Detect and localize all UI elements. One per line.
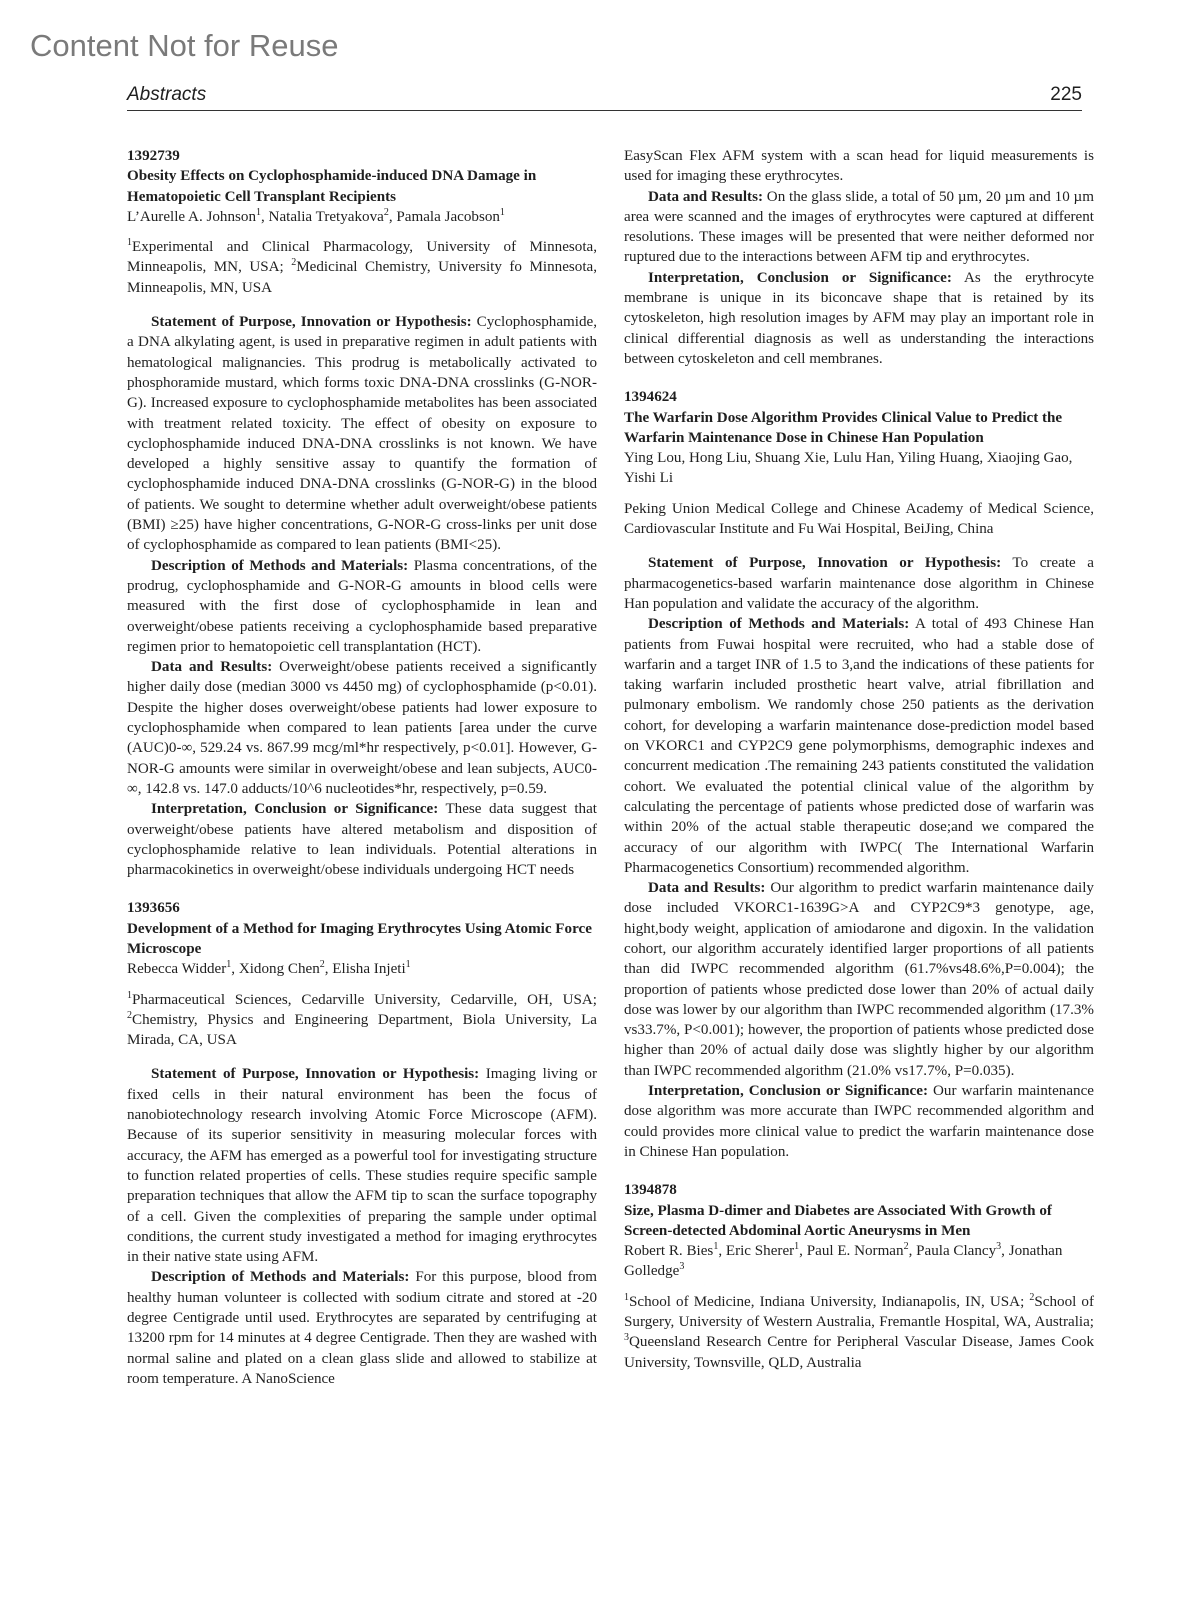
abstract-id: 1392739 xyxy=(127,148,180,164)
author-name: Natalia Tretyakova xyxy=(268,208,384,225)
author-separator: , xyxy=(324,961,333,978)
interpretation-label: Interpretation, Conclusion or Significance: xyxy=(648,1083,928,1100)
interpretation-text: As the erythrocyte membrane is unique in its biconcave shape that is retained by its cytoskeleton, high resolution images by AFM may play an important role in clinical differential diagnosis as well as understanding the interactions between cytoskeleton and cell membranes. xyxy=(624,269,1094,367)
results-text: Overweight/obese patients received a significantly higher daily dose (median 3000 vs 4450 mg) of cyclophosphamide (p<0.01). Despite the higher doses overweight/obese patients had lower exposure to cyclophosphamide when compared to lean patients [area under the curve (AUC)0-∞, 529.24 vs. 867.99 mcg/ml*hr respectively, p<0.01]. However, G-NOR-G amounts were similar in overweight/obese and lean subjects, AUC0-∞, 142.8 vs. 147.0 adducts/10^6 nucleotides*hr, respectively, p=0.59. xyxy=(127,659,597,797)
abstract-1392739 xyxy=(127,146,597,880)
running-head xyxy=(127,80,1082,111)
author-affil-sup: 2 xyxy=(383,206,389,218)
methods-label: Description of Methods and Materials: xyxy=(151,557,409,574)
results-label: Data and Results: xyxy=(648,188,763,205)
purpose-label: Statement of Purpose, Innovation or Hypothesis: xyxy=(151,314,472,331)
abstract-1394878 xyxy=(624,1180,1094,1373)
abstract-id: 1394878 xyxy=(624,1182,677,1199)
interpretation-label: Interpretation, Conclusion or Significance: xyxy=(151,801,439,818)
interpretation-label: Interpretation, Conclusion or Significance: xyxy=(648,269,952,286)
results-paragraph xyxy=(624,187,1094,268)
methods-label: Description of Methods and Materials: xyxy=(151,1269,410,1286)
abstract-authors xyxy=(127,959,597,979)
abstract-1393656-continued xyxy=(624,146,1094,369)
abstract-authors xyxy=(624,1241,1094,1282)
affil-sup: 1 xyxy=(127,989,132,1001)
interpretation-text: Our warfarin maintenance dose algorithm was more accurate than IWPC recommended algorithm and could provides more clinical value to predict the warfarin maintenance dose in Chinese Han population. xyxy=(624,1083,1094,1160)
author-name: Jonathan Golledge xyxy=(624,1243,1063,1280)
author-name: Elisha Injeti xyxy=(332,961,406,978)
affil-text: Pharmaceutical Sciences, Cedarville University, Cedarville, OH, USA; xyxy=(132,991,597,1008)
purpose-text: Cyclophosphamide, a DNA alkylating agent, is used in preparative regimen in adult patients with hematological malignancies. This prodrug is metabolically activated to phosphoramide mustard, which forms toxic DNA-DNA crosslinks (G-NOR-G). Increased exposure to cyclophosphamide metabolites has been associated with treatment related toxicity. The effect of obesity on exposure to cyclophosphamide induced DNA-DNA crosslinks is not known. We have developed a highly sensitive assay to quantify the formation of cyclophosphamide induced DNA-DNA crosslinks (G-NOR-G) in the blood of patients. We sought to determine whether adult overweight/obese patients (BMI) ≥25) have higher concentrations, G-NOR-G cross-links per unit dose of cyclophosphamide as compared to lean patients (BMI<25). xyxy=(127,314,598,554)
purpose-label: Statement of Purpose, Innovation or Hypothesis: xyxy=(151,1066,480,1083)
purpose-text: To create a pharmacogenetics-based warfarin maintenance dose algorithm in Chinese Han population and validate the accuracy of the algorithm. xyxy=(624,555,1094,612)
author-separator: , xyxy=(1001,1243,1009,1260)
author-affil-sup: 1 xyxy=(713,1241,719,1253)
watermark: Content Not for Reuse xyxy=(30,28,339,63)
abstract-title: Obesity Effects on Cyclophosphamide-induced DNA Damage in Hematopoietic Cell Transplant Recipients xyxy=(127,168,537,205)
interpretation-text: These data suggest that overweight/obese patients have altered metabolism and disposition of cyclophosphamide relative to lean individuals. Potential alterations in pharmacokinetics in overweight/obese individuals undergoing HCT needs xyxy=(127,801,597,879)
affil-text: Queensland Research Centre for Peripheral Vascular Disease, James Cook University, Townsville, QLD, Australia xyxy=(624,1334,1094,1371)
abstract-title: Development of a Method for Imaging Erythrocytes Using Atomic Force Microscope xyxy=(127,920,592,957)
author-affil-sup: 1 xyxy=(405,959,411,971)
abstract-affiliations xyxy=(624,1292,1094,1373)
methods-paragraph xyxy=(127,556,597,657)
abstract-affiliations xyxy=(127,237,597,298)
author-separator: , xyxy=(718,1243,726,1260)
affil-sup: 2 xyxy=(291,257,297,269)
author-separator: , xyxy=(231,961,239,978)
abstract-authors: Ying Lou, Hong Liu, Shuang Xie, Lulu Han, Yiling Huang, Xiaojing Gao, Yishi Li xyxy=(624,450,1073,487)
purpose-paragraph xyxy=(624,553,1094,614)
abstract-affiliations: Peking Union Medical College and Chinese Academy of Medical Science, Cardiovascular Institute and Fu Wai Hospital, BeiJing, China xyxy=(624,500,1094,538)
author-affil-sup: 1 xyxy=(256,206,261,218)
affil-sup: 2 xyxy=(127,1009,132,1021)
author-affil-sup: 2 xyxy=(319,959,325,971)
affil-text: Experimental and Clinical Pharmacology, University of Minnesota, Minneapolis, MN, USA; xyxy=(127,239,597,276)
author-separator: , xyxy=(799,1243,807,1260)
interpretation-paragraph xyxy=(624,1081,1094,1162)
results-label: Data and Results: xyxy=(648,880,766,897)
author-affil-sup: 2 xyxy=(903,1241,909,1253)
methods-label: Description of Methods and Materials: xyxy=(648,616,910,633)
author-separator: , xyxy=(261,208,269,225)
affil-sup: 1 xyxy=(127,237,132,249)
author-name: L’Aurelle A. Johnson xyxy=(127,208,256,225)
author-name: Robert R. Bies xyxy=(624,1243,714,1260)
section-title: Abstracts xyxy=(127,84,207,105)
purpose-paragraph xyxy=(127,1064,597,1267)
results-label: Data and Results: xyxy=(151,659,273,676)
purpose-label: Statement of Purpose, Innovation or Hypothesis: xyxy=(648,555,1002,572)
abstract-1394624 xyxy=(624,387,1094,1162)
left-column xyxy=(127,146,597,1407)
interpretation-paragraph xyxy=(624,268,1094,369)
abstract-authors xyxy=(127,207,597,227)
interpretation-paragraph xyxy=(127,799,597,880)
affil-sup: 1 xyxy=(624,1291,629,1303)
author-affil-sup: 1 xyxy=(226,959,232,971)
methods-text: A total of 493 Chinese Han patients from Fuwai hospital were recruited, who had a stable dose of warfarin and a target INR of 1.5 to 3,and the indications of these patients for taking warfarin included prosthetic heart valve, atrial fibrillation and pulmonary embolism. We randomly chose 250 patients as the derivation cohort, for developing a warfarin maintenance dose-prediction model based on VKORC1 and CYP2C9 gene polymorphisms, demographic indexes and concurrent medication .The remaining 243 patients constituted the validation cohort. We evaluated the potential clinical value of the algorithm by calculating the percentage of patients whose predicted dose of warfarin was within 20% of the actual stable therapeutic dose;and we compared the accuracy of our algorithm with IWPC( The International Warfarin Pharmacogenetics Consortium) recommended algorithm. xyxy=(624,616,1094,876)
methods-paragraph xyxy=(624,614,1094,878)
results-text: On the glass slide, a total of 50 µm, 20 µm and 10 µm area were scanned and the images of erythrocytes were captured at different resolutions. These images will be presented that were neither deformed nor ruptured due to the interactions between AFM tip and erythrocytes. xyxy=(624,188,1094,266)
methods-text: For this purpose, blood from healthy human volunteer is collected with sodium citrate and stored at -20 degree Centigrade until used. Erythrocytes are separated by centrifuging at 13200 rpm for 14 minutes at 4 degree Centigrade. Then they are washed with normal saline and plated on a clean glass slide and allowed to stabilize at room temperature. A NanoScience xyxy=(127,1269,597,1387)
abstract-affiliations xyxy=(127,990,597,1051)
methods-continued: EasyScan Flex AFM system with a scan head for liquid measurements is used for imaging these erythrocytes. xyxy=(624,148,1094,185)
author-affil-sup: 3 xyxy=(679,1261,685,1273)
page-number: 225 xyxy=(1050,84,1082,105)
abstract-id: 1393656 xyxy=(127,900,180,917)
methods-text: Plasma concentrations, of the prodrug, cyclophosphamide and G-NOR-G amounts in blood cells were measured with the first dose of cyclophosphamide in lean and overweight/obese patients receiving a cyclophosphamide based preparative regimen prior to hematopoietic cell transplantation (HCT). xyxy=(127,557,598,655)
affil-sup: 2 xyxy=(1029,1291,1035,1303)
affil-text: Medicinal Chemistry, University fo Minnesota, Minneapolis, MN, USA xyxy=(127,259,597,296)
author-affil-sup: 1 xyxy=(499,206,505,218)
abstract-title: Size, Plasma D-dimer and Diabetes are Associated With Growth of Screen-detected Abdominal Aortic Aneurysms in Men xyxy=(624,1202,1052,1239)
author-separator: , xyxy=(388,208,397,225)
results-paragraph xyxy=(624,878,1094,1081)
purpose-text: Imaging living or fixed cells in their natural environment has been the focus of nanobiotechnology research involving Atomic Force Microscope (AFM). Because of its superior sensitivity in measuring molecular forces with accuracy, the AFM has emerged as a powerful tool for investigating structure to function related properties of cells. These studies require specific sample preparation techniques that allow the AFM tip to scan the surface topography of a cell. Given the complexities of preparing the sample under optimal conditions, the current study investigated a method for imaging erythrocytes in their native state using AFM. xyxy=(127,1066,597,1266)
right-column xyxy=(624,146,1094,1391)
results-paragraph xyxy=(127,657,597,799)
affil-text: School of Medicine, Indiana University, Indianapolis, IN, USA; xyxy=(629,1293,1030,1310)
author-name: Paul E. Norman xyxy=(806,1243,904,1260)
results-text: Our algorithm to predict warfarin maintenance daily dose included VKORC1-1639G>A and CYP2C9*3 genotype, age, hight,body weight, application of amiodarone and digoxin. In the validation cohort, our algorithm accurately identified larger proportions of all patients than did IWPC recommended algorithm (61.7%vs48.6%,P=0.004); the proportion of patients whose predicted dose lower than 20% of actual daily dose was lower by our algorithm than IWPC recommended algorithm (17.3% vs33.7%, P<0.001); however, the proportion of patients whose predicted dose higher than 20% of actual daily dose was slightly higher by our algorithm than IWPC recommended algorithm (21.0% vs17.7%, P=0.035). xyxy=(624,880,1094,1079)
abstract-1393656 xyxy=(127,898,597,1389)
affil-text: Chemistry, Physics and Engineering Department, Biola University, La Mirada, CA, USA xyxy=(127,1011,597,1049)
affil-text: School of Surgery, University of Western Australia, Fremantle Hospital, WA, Australia; xyxy=(624,1293,1094,1331)
author-separator: , xyxy=(908,1243,917,1260)
abstract-id: 1394624 xyxy=(624,389,677,406)
methods-paragraph xyxy=(127,1267,597,1389)
author-affil-sup: 1 xyxy=(794,1241,800,1253)
author-name: Pamala Jacobson xyxy=(396,208,500,225)
author-name: Paula Clancy xyxy=(916,1243,997,1260)
affil-sup: 3 xyxy=(624,1332,629,1344)
abstract-title: The Warfarin Dose Algorithm Provides Clinical Value to Predict the Warfarin Maintenance Dose in Chinese Han Population xyxy=(624,409,1063,446)
author-name: Eric Sherer xyxy=(725,1243,795,1260)
purpose-paragraph xyxy=(127,312,597,556)
author-affil-sup: 3 xyxy=(996,1241,1002,1253)
author-name: Xidong Chen xyxy=(238,961,320,978)
author-name: Rebecca Widder xyxy=(127,961,227,978)
